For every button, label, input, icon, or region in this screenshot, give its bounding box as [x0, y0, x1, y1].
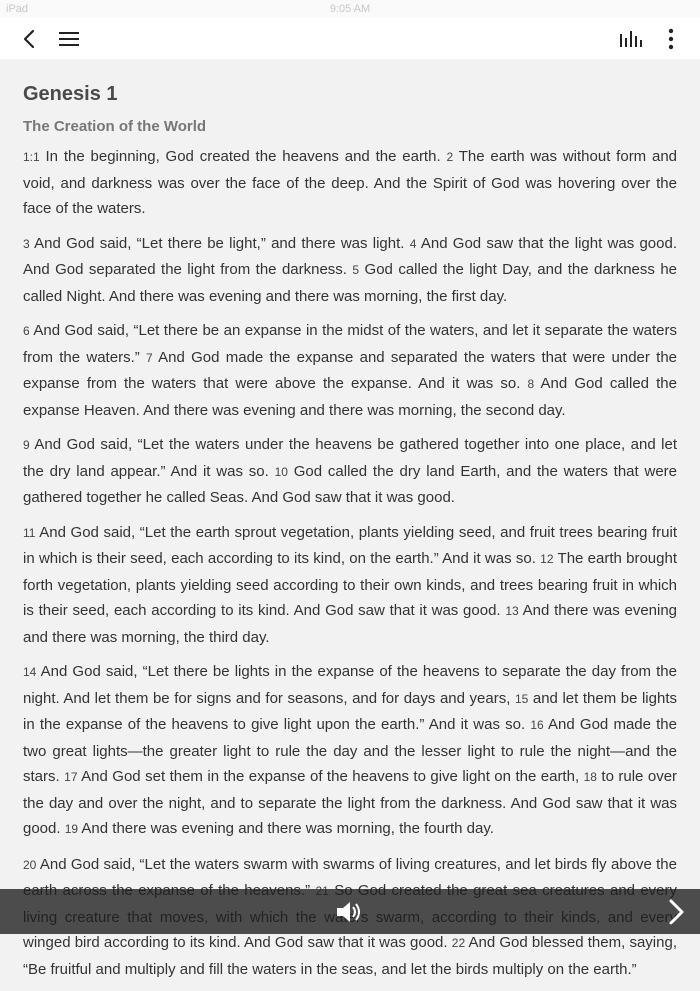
verse-number[interactable]: 13: [505, 604, 519, 618]
verse-number[interactable]: 12: [540, 552, 554, 566]
chevron-right-icon[interactable]: [662, 897, 690, 927]
audio-bars-icon: [619, 30, 643, 48]
status-bar: [0, 0, 700, 18]
reading-pane[interactable]: [0, 59, 700, 978]
verse-text[interactable]: And God said, “Let the waters under the heavens be gathered together into one place, and let the dry land appear.” And it was so.: [23, 436, 678, 480]
verse-number[interactable]: 15: [514, 691, 529, 706]
verse-text[interactable]: winged bird according to its kind. And God saw that it was good.: [23, 934, 448, 951]
back-button[interactable]: [12, 18, 46, 59]
scripture-paragraph: [23, 144, 677, 222]
verse-number[interactable]: 20: [23, 857, 37, 872]
verse-text[interactable]: and let them be lights in the expanse of the heavens to give light upon the earth.” And it was so.: [23, 689, 677, 733]
hamburger-menu-icon: [58, 31, 80, 47]
verse-number[interactable]: 7: [146, 350, 153, 365]
verse-text[interactable]: And God said, “Let the waters swarm with swarms of living creatures, and let birds fly above the: [39, 855, 677, 873]
more-options-button[interactable]: [656, 18, 686, 59]
scripture-paragraph: [23, 659, 677, 843]
vertical-ellipsis-icon: [668, 28, 674, 50]
chapter-title: Genesis 1: [23, 83, 118, 105]
verse-number[interactable]: 16: [530, 718, 544, 732]
chevron-left-icon: [22, 28, 36, 50]
verse-text[interactable]: God called the light Day, and the darkness he called Night. And there was evening and there was morning, the first day.: [23, 261, 678, 305]
verse-number[interactable]: 1:1: [23, 150, 40, 164]
verse-number[interactable]: 17: [64, 770, 78, 784]
verse-text[interactable]: God called the dry land Earth, and the waters that were gathered together he called Seas. And God saw that it was good.: [23, 462, 677, 506]
verse-number[interactable]: 19: [64, 822, 79, 836]
verse-number[interactable]: 6: [23, 324, 30, 338]
scripture-paragraph: [23, 520, 677, 651]
verse-number[interactable]: 4: [409, 236, 417, 251]
verse-number[interactable]: 5: [352, 263, 360, 277]
menu-button[interactable]: [52, 18, 86, 59]
verse-number[interactable]: 2: [446, 150, 454, 164]
speaker-icon[interactable]: [334, 899, 364, 925]
verse-text[interactable]: The earth brought forth vegetation, plants yielding seed according to their own kinds, and trees bearing fruit in which is their seed, each according to its kind. And God saw that it was good.: [23, 550, 677, 619]
scripture-paragraph: [23, 318, 677, 423]
verse-number[interactable]: 9: [23, 438, 30, 452]
verse-text[interactable]: And God made the expanse and separated the waters that were under the expanse from the waters that were above the expanse. And it was so.: [23, 348, 678, 392]
verse-text[interactable]: And God saw that the light was good. And God separated the light from the darkness.: [23, 234, 677, 278]
verse-number[interactable]: 18: [583, 770, 597, 784]
verse-text[interactable]: And God set them in the expanse of the heavens to give light on the earth,: [81, 768, 580, 785]
scripture-text: [23, 144, 677, 991]
clock: 9:05 AM: [329, 3, 371, 15]
verse-text[interactable]: And God said, “Let there be light,” and there was light.: [34, 234, 405, 252]
section-heading: The Creation of the World: [23, 118, 207, 135]
verse-text[interactable]: to rule over the day and over the night, and to separate the light from the darkness. And God saw that it was good.: [23, 768, 678, 837]
verse-number[interactable]: 11: [23, 525, 36, 540]
verse-number[interactable]: 8: [527, 377, 535, 391]
verse-text[interactable]: And God blessed them, saying, “Be fruitful and multiply and fill the waters in the seas, and let the birds multiply on the earth.”: [23, 934, 677, 978]
top-toolbar: [0, 18, 700, 59]
verse-text[interactable]: And God called the expanse Heaven. And there was evening and there was morning, the second day.: [23, 375, 677, 419]
verse-text[interactable]: And God said, “Let there be lights in the expanse of the heavens to separate the day from the night. And let them be for signs and for seasons, and for days and years,: [23, 663, 677, 707]
scripture-paragraph: [23, 432, 677, 511]
verse-number[interactable]: 10: [274, 464, 288, 479]
verse-text[interactable]: And God made the two great lights—the greater light to rule the day and the lesser light to rule the night—and the stars.: [23, 716, 677, 785]
verse-text[interactable]: The earth was without form and void, and darkness was over the face of the deep. And the Spirit of God was hovering over the face of the waters.: [23, 148, 678, 217]
verse-text[interactable]: And God said, “Let there be an expanse in the midst of the waters, and let it separate the waters from the waters.”: [23, 322, 678, 366]
audio-button[interactable]: [612, 18, 650, 59]
verse-text[interactable]: And God said, “Let the earth sprout vegetation, plants yielding seed, and fruit trees bearing fruit in which is their seed, each according to its kind, on the earth.” And it was so.: [23, 523, 677, 567]
verse-text[interactable]: In the beginning, God created the heavens and the earth.: [45, 148, 441, 165]
verse-text[interactable]: And there was evening and there was morning, the fourth day.: [81, 820, 494, 837]
verse-number[interactable]: 3: [23, 236, 30, 251]
audio-player-bar: [0, 889, 700, 934]
carrier-label: iPad: [6, 3, 29, 15]
scripture-paragraph: [23, 231, 677, 310]
verse-number[interactable]: 14: [23, 665, 37, 679]
verse-text[interactable]: And there was evening and there was morning, the third day.: [23, 602, 678, 646]
verse-number[interactable]: 22: [451, 936, 466, 950]
